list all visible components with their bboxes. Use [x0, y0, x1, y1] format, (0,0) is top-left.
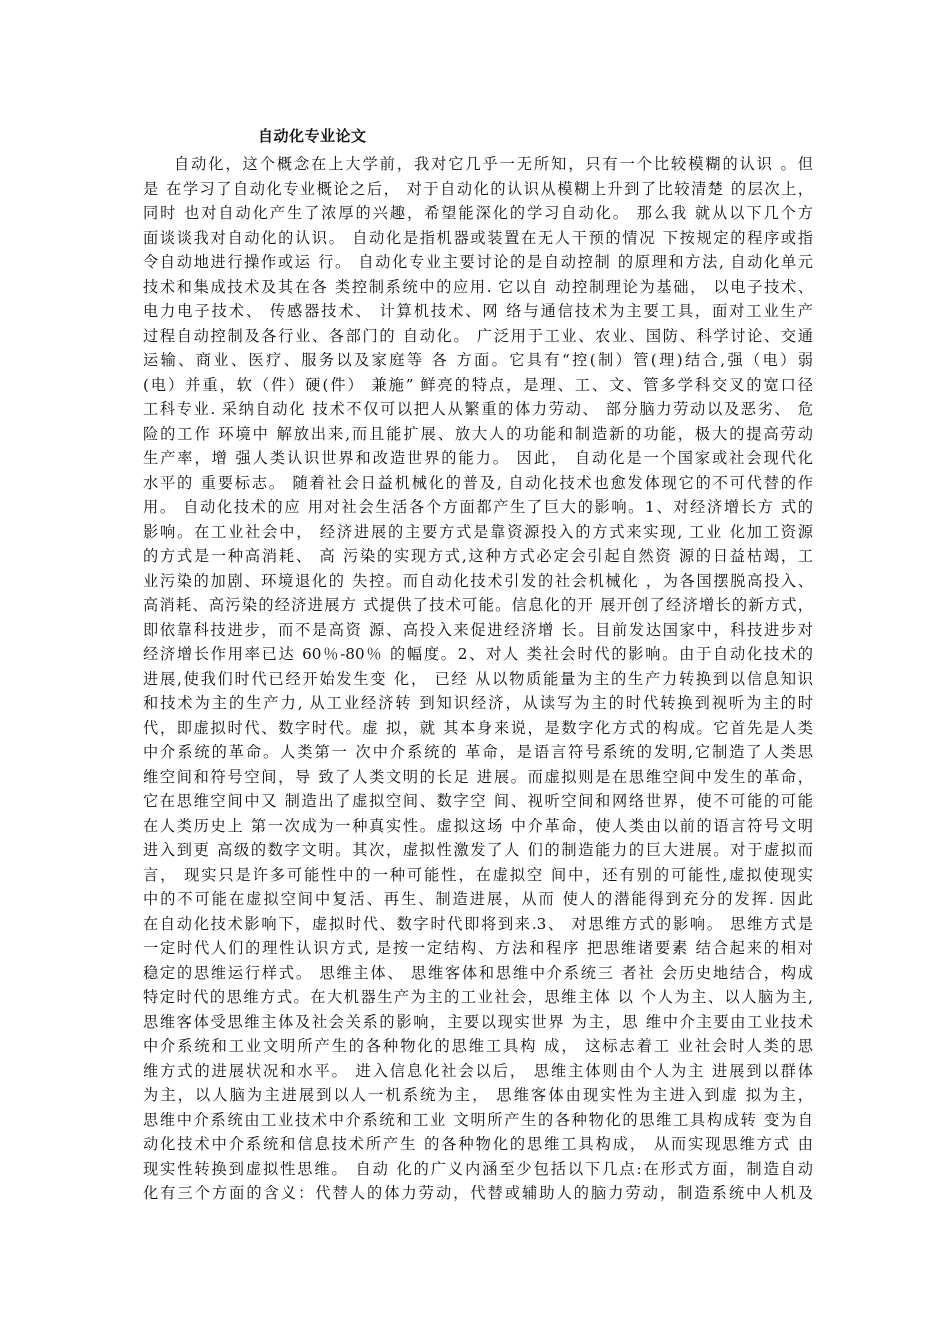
paragraph-line: 中的不可能在虚拟空间中复活、再生、制造进展，从而 使人的潜能得到充分的发挥. 因此 — [143, 890, 813, 908]
paragraph-line: 特定时代的思维方式。在大机器生产为主的工业社会，思维主体 以 个人为主、以人脑为主, — [143, 988, 813, 1006]
paragraph-line: 业污染的加剧、环境退化的 失控。而自动化技术引发的社会机械化 ，为各国摆脱高投入、 — [143, 571, 813, 590]
paragraph-line: 动化技术中介系统和信息技术所产生 的各种物化的思维工具构成， 从而实现思维方式 由 — [143, 1135, 813, 1153]
paragraph-line: 进展,使我们时代已经开始发生变 化， 已经 从以物质能量为主的生产力转换到以信息知识 — [143, 669, 813, 688]
body-text — [143, 152, 813, 1206]
paragraph-line: 运输、商业、医疗、服务以及家庭等 各 方面。它具有“控(制）管(理)结合,强（电）弱 — [143, 351, 813, 369]
paragraph-line: 是 在学习了自动化专业概论之后， 对于自动化的认识从模糊上升到了比较清楚 的层次上， — [143, 179, 813, 198]
paragraph-line: 面谈谈我对自动化的认识。 自动化是指机器或装置在无人干预的情况 下按规定的程序或指 — [143, 228, 813, 247]
paragraph-line: 险的工作 环境中 解放出来,而且能扩展、放大人的功能和制造新的功能，极大的提高劳动 — [143, 424, 813, 443]
paragraph-line: 进入到更 高级的数字文明。其次，虚拟性激发了人 们的制造能力的巨大进展。对于虚拟而 — [143, 841, 813, 859]
paragraph-line: 同时 也对自动化产生了浓厚的兴趣，希望能深化的学习自动化。 那么我 就从以下几个方 — [143, 204, 813, 222]
paragraph-line: 用。 自动化技术的应 用对社会生活各个方面都产生了巨大的影响。1、对经济增长方 式的 — [143, 498, 813, 516]
paragraph-line: 生产率，增 强人类认识世界和改造世界的能力。 因此， 自动化是一个国家或社会现代化 — [143, 449, 813, 467]
paragraph-line: 即依靠科技进步，而不是高资 源、高投入来促进经济增 长。目前发达国家中，科技进步对 — [143, 620, 813, 639]
paragraph-line: 为主，以人脑为主进展到以人一机系统为主， 思维客体由现实性为主进入到虚 拟为主， — [143, 1086, 813, 1104]
page-title: 自动化专业论文 — [258, 127, 367, 145]
paragraph-line: 工科专业. 采纳自动化 技术不仅可以把人从繁重的体力劳动、 部分脑力劳动以及恶劣、 危 — [143, 400, 813, 418]
paragraph-line: 代，即虚拟时代、数字时代。虚 拟，就 其本身来说，是数字化方式的构成。它首先是人类 — [143, 718, 813, 737]
paragraph-line: 在人类历史上 第一次成为一种真实性。虚拟这场 中介革命，使人类由以前的语言符号文明 — [143, 816, 813, 835]
paragraph-line: 它在思维空间中又 制造出了虚拟空间、数字空 间、视听空间和网络世界，使不可能的可能 — [143, 792, 813, 810]
paragraph-line: 技术和集成技术及其在各 类控制系统中的应用. 它以自 动控制理论为基础， 以电子技术、 — [143, 277, 813, 296]
paragraph-line: 影响。在工业社会中， 经济进展的主要方式是靠资源投入的方式来实现, 工业 化加工资源 — [143, 522, 813, 541]
paragraph-line: 经济增长作用率已达 60％-80％ 的幅度。2、对人 类社会时代的影响。由于自动化技术的 — [143, 645, 813, 663]
paragraph-line: 稳定的思维运行样式。 思维主体、 思维客体和思维中介系统三 者社 会历史地结合，构成 — [143, 963, 813, 982]
paragraph-line: 思维客体受思维主体及社会关系的影响，主要以现实世界 为主，思 维中介主要由工业技术 — [143, 1012, 813, 1031]
paragraph-line: 化有三个方面的含义：代替人的体力劳动，代替或辅助人的脑力劳动，制造系统中人机及 — [143, 1184, 813, 1202]
paragraph-line: 思维中介系统由工业技术中介系统和工业 文明所产生的各种物化的思维工具构成转 变为自 — [143, 1110, 813, 1129]
paragraph-line: 一定时代人们的理性认识方式, 是按一定结构、方法和程序 把思维诸要素 结合起来的相对 — [143, 939, 813, 957]
paragraph-line: 和技术为主的生产力, 从工业经济转 到知识经济，从读写为主的时代转换到视听为主的时 — [143, 694, 813, 712]
paragraph-line: 的方式是一种高消耗、 高 污染的实现方式,这种方式必定会引起自然资 源的日益枯竭，工 — [143, 547, 813, 565]
paragraph-line: 令自动地进行操作或运 行。 自动化专业主要讨论的是自动控制 的原理和方法, 自动化单元 — [143, 253, 813, 271]
paragraph-line: 过程自动控制及各行业、各部门的 自动化。 广泛用于工业、农业、国防、科学讨论、交通 — [143, 326, 813, 345]
paragraph-line: 高消耗、高污染的经济进展方 式提供了技术可能。信息化的开 展开创了经济增长的新方式， — [143, 596, 813, 614]
paragraph-line: 言， 现实只是许多可能性中的一种可能性，在虚拟空 间中，还有别的可能性,虚拟使现实 — [143, 865, 813, 884]
paragraph-line: 中介系统的革命。人类第一 次中介系统的 革命，是语言符号系统的发明,它制造了人类思 — [143, 743, 813, 761]
paragraph-line: 自动化，这个概念在上大学前，我对它几乎一无所知，只有一个比较模糊的认识 。但 — [174, 155, 813, 173]
paragraph-line: 电力电子技术、 传感器技术、 计算机技术、网 络与通信技术为主要工具，面对工业生产 — [143, 302, 813, 320]
paragraph-line: 维空间和符号空间，导 致了人类文明的长足 进展。而虚拟则是在思维空间中发生的革命， — [143, 767, 813, 786]
paragraph-line: 维方式的进展状况和水平。 进入信息化社会以后， 思维主体则由个人为主 进展到以群体 — [143, 1061, 813, 1080]
paragraph-line: 在自动化技术影响下，虚拟时代、数字时代即将到来.3、 对思维方式的影响。 思维方式是 — [143, 914, 813, 933]
paragraph-line: (电）并重，软（件）硬(件） 兼施” 鲜亮的特点，是理、工、文、管多学科交叉的宽口径 — [143, 375, 813, 394]
paragraph-line: 现实性转换到虚拟性思维。 自动 化的广义内涵至少包括以下几点:在形式方面，制造自动 — [143, 1159, 813, 1178]
paragraph-line: 中介系统和工业文明所产生的各种物化的思维工具构 成， 这标志着工 业社会时人类的思 — [143, 1037, 813, 1055]
paragraph-line: 水平的 重要标志。 随着社会日益机械化的普及, 自动化技术也愈发体现它的不可代替的作 — [143, 473, 813, 492]
